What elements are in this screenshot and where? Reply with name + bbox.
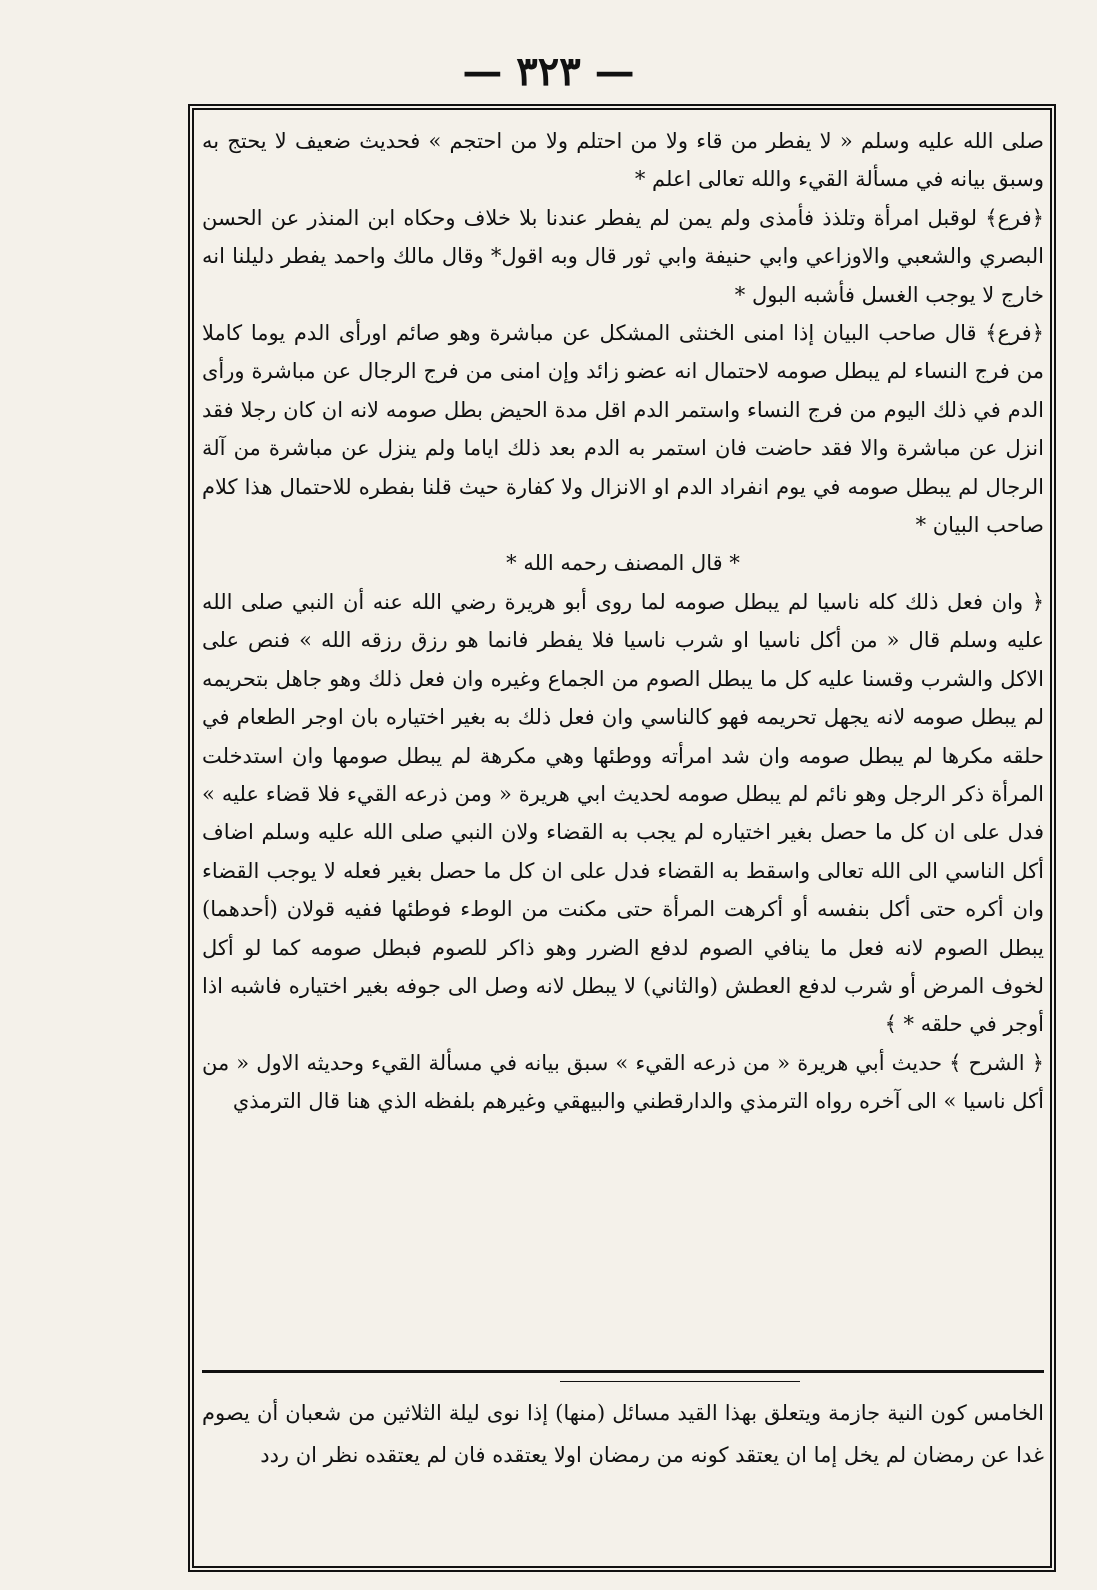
footnote-divider: [202, 1370, 1044, 1373]
paragraph-branch-kiss: ﴿فرع﴾ لوقبل امرأة وتلذذ فأمذى ولم يمن لم يفطر عندنا بلا خلاف وحكاه ابن المنذر عن الحسن البصري والشعبي والاوزاعي وابي حنيفة وابي ثور قال وبه اقول* وقال مالك واحمد يفطر دليلنا انه خارج لا يوجب الغسل فأشبه البول *: [202, 205, 1044, 307]
paragraph-branch-hermaphrodite: ﴿فرع﴾ قال صاحب البيان إذا امنى الخنثى المشكل عن مباشرة وهو صائم اورأى الدم يوما كاملا من فرج النساء لم يبطل صومه لاحتمال انه عضو زائد وإن امنى من فرج الرجال عن مباشرة ورأى الدم في ذلك اليوم من فرج النساء واستمر الدم اقل مدة الحيض بطل صومه لانه ان كان رجلا فقد انزل عن مباشرة والا فقد حاضت فان استمر به الدم بعد ذلك اياما ولم ينزل عن مباشرة من آلة الرجال لم يبطل صومه في يوم انفراد الدم او الانزال ولا كفارة حيث قلنا بفطره للاحتمال هذا كلام صاحب البيان *: [202, 321, 1044, 538]
main-text: [202, 122, 1044, 1121]
author-heading: * قال المصنف رحمه الله *: [506, 551, 740, 576]
paragraph-forgetful-eating: ﴿ وان فعل ذلك كله ناسيا لم يبطل صومه لما روى أبو هريرة رضي الله عنه أن النبي صلى الله عليه وسلم قال « من أكل ناسيا او شرب ناسيا فلا يفطر فانما هو رزق رزقه الله » فنص على الاكل والشرب وقسنا عليه كل ما يبطل الصوم من الجماع وغيره وان فعل ذلك وهو جاهل بتحريمه لم يبطل صومه لانه يجهل تحريمه فهو كالناسي وان فعل ذلك به بغير اختياره بان اوجر الطعام في حلقه مكرها لم يبطل صومه وان شد امرأته ووطئها وهي مكرهة لم يبطل صومها وان استدخلت المرأة ذكر الرجل وهو نائم لم يبطل صومه لحديث ابي هريرة « ومن ذرعه القيء فلا قضاء عليه » فدل على ان كل ما حصل بغير اختياره لم يجب به القضاء ولان النبي صلى الله عليه وسلم اضاف أكل الناسي الى الله تعالى واسقط به القضاء فدل على ان كل ما حصل بغير فعله لا يوجب القضاء وان أكره حتى أكل بنفسه أو أكرهت المرأة حتى مكنت من الوطء فوطئها ففيه قولان (أحدهما) يبطل الصوم لانه فعل ما ينافي الصوم لدفع الضرر وهو ذاكر للصوم فبطل صومه كما لو أكل لخوف المرض أو شرب لدفع العطش (والثاني) لا يبطل لانه وصل الى جوفه بغير اختياره فاشبه اذا أوجر في حلقه * ﴾: [202, 589, 1044, 1037]
paragraph-commentary: ﴿ الشرح ﴾ حديث أبي هريرة « من ذرعه القيء » سبق بيانه في مسألة القيء وحديثه الاول « من أكل ناسيا » الى آخره رواه الترمذي والدارقطني والبيهقي وغيرهم بلفظه الذي هنا قال الترمذي: [202, 1050, 1044, 1114]
paragraph-continuation: صلى الله عليه وسلم « لا يفطر من قاء ولا من احتلم ولا من احتجم » فحديث ضعيف لا يحتج به وسبق بيانه في مسألة القيء والله تعالى اعلم *: [202, 129, 1044, 192]
footnote: [202, 1392, 1044, 1476]
page-number: — ٣٢٣ —: [462, 48, 635, 95]
footnote-divider-short: [560, 1381, 800, 1382]
footnote-text: الخامس كون النية جازمة ويتعلق بهذا القيد مسائل (منها) إذا نوى ليلة الثلاثين من شعبان أن يصوم غدا عن رمضان لم يخل إما ان يعتقد كونه من رمضان اولا يعتقده فان لم يعتقده نظر ان ردد: [202, 1401, 1044, 1467]
